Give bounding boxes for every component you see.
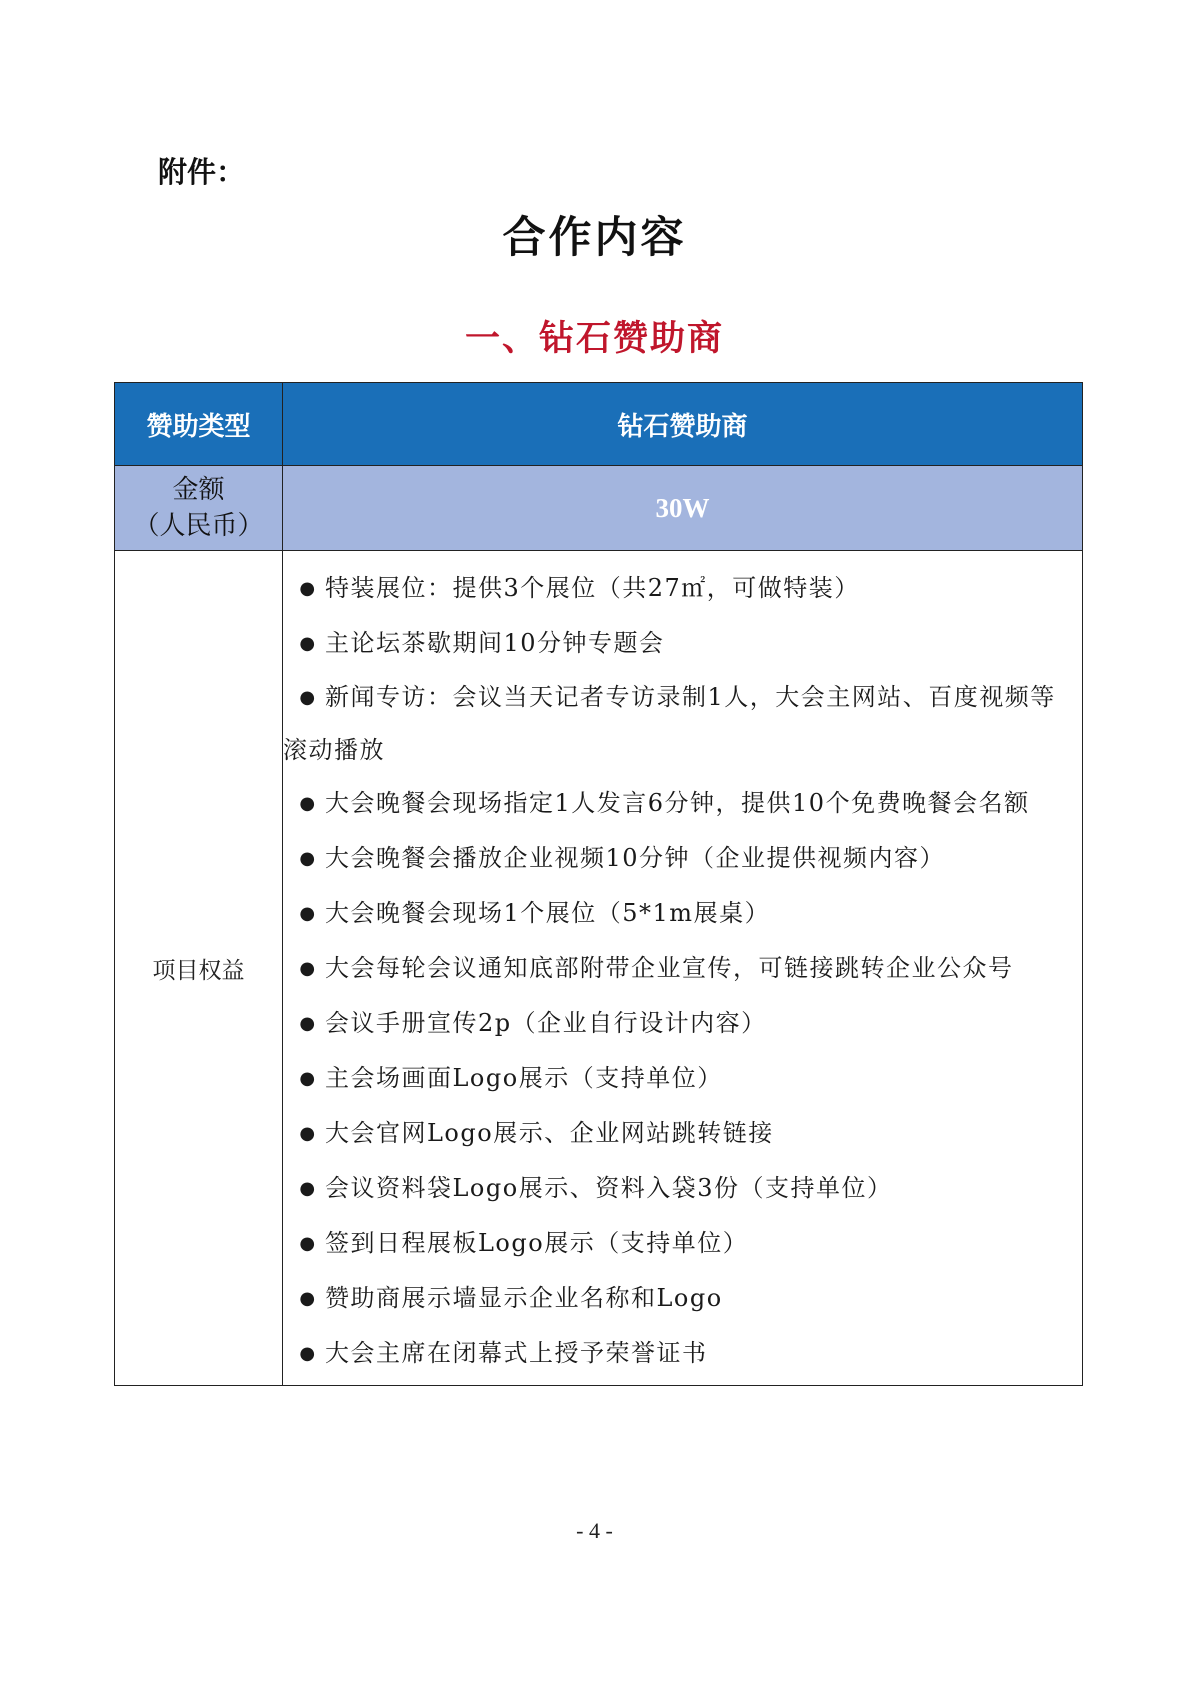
bullet-icon: ●: [299, 1288, 317, 1309]
header-value: 钻石赞助商: [283, 383, 1083, 466]
bullet-icon: ●: [299, 1343, 317, 1364]
bullet-icon: ●: [299, 1013, 317, 1034]
benefit-item: ● 大会官网Logo展示、企业网站跳转链接: [283, 1106, 1068, 1161]
benefit-item: ● 大会晚餐会播放企业视频10分钟（企业提供视频内容）: [283, 831, 1068, 886]
benefit-item: ● 赞助商展示墙显示企业名称和Logo: [283, 1271, 1068, 1326]
amount-row: [115, 466, 1083, 551]
bullet-icon: ●: [299, 848, 317, 869]
bullet-icon: ●: [299, 958, 317, 979]
section-title: 一、钻石赞助商: [464, 319, 724, 359]
benefit-item: ● 会议资料袋Logo展示、资料入袋3份（支持单位）: [283, 1161, 1068, 1216]
benefits-row: [115, 551, 1083, 1386]
bullet-icon: ●: [299, 1233, 317, 1254]
amount-value: 30W: [283, 466, 1083, 551]
bullet-icon: ●: [299, 687, 317, 708]
bullet-icon: ●: [299, 578, 317, 599]
benefit-item: ● 会议手册宣传2p（企业自行设计内容）: [283, 996, 1068, 1051]
bullet-icon: ●: [299, 1123, 317, 1144]
benefit-item: ● 特装展位：提供3个展位（共27㎡，可做特装）: [283, 561, 1068, 616]
benefit-item: ● 大会晚餐会现场1个展位（5*1m展桌）: [283, 886, 1068, 941]
benefit-item: ● 大会主席在闭幕式上授予荣誉证书: [283, 1326, 1068, 1381]
benefit-item: ● 大会晚餐会现场指定1人发言6分钟，提供10个免费晚餐会名额: [283, 776, 1068, 831]
benefit-item: ● 主论坛茶歇期间10分钟专题会: [283, 616, 1068, 671]
sponsor-table: [114, 382, 1083, 1386]
amount-label-line2: （人民币）: [133, 511, 264, 541]
benefits-label: 项目权益: [115, 551, 283, 1386]
page-title: 合作内容: [502, 213, 687, 263]
bullet-icon: ●: [299, 633, 317, 654]
bullet-icon: ●: [299, 1178, 317, 1199]
benefit-item: ● 主会场画面Logo展示（支持单位）: [283, 1051, 1068, 1106]
attachment-label: 附件：: [158, 155, 246, 189]
header-label: 赞助类型: [115, 383, 283, 466]
header-row: [115, 383, 1083, 466]
amount-label-line1: 金额: [172, 475, 225, 505]
benefit-item: ● 新闻专访：会议当天记者专访录制1人，大会主网站、百度视频等滚动播放: [283, 671, 1068, 776]
bullet-icon: ●: [299, 903, 317, 924]
benefit-item: ● 签到日程展板Logo展示（支持单位）: [283, 1216, 1068, 1271]
bullet-icon: ●: [299, 793, 317, 814]
bullet-icon: ●: [299, 1068, 317, 1089]
benefit-item: ● 大会每轮会议通知底部附带企业宣传，可链接跳转企业公众号: [283, 941, 1068, 996]
page-number: - 4 -: [576, 1518, 613, 1543]
amount-label-cell: [115, 466, 283, 551]
benefits-list: [283, 551, 1083, 1386]
